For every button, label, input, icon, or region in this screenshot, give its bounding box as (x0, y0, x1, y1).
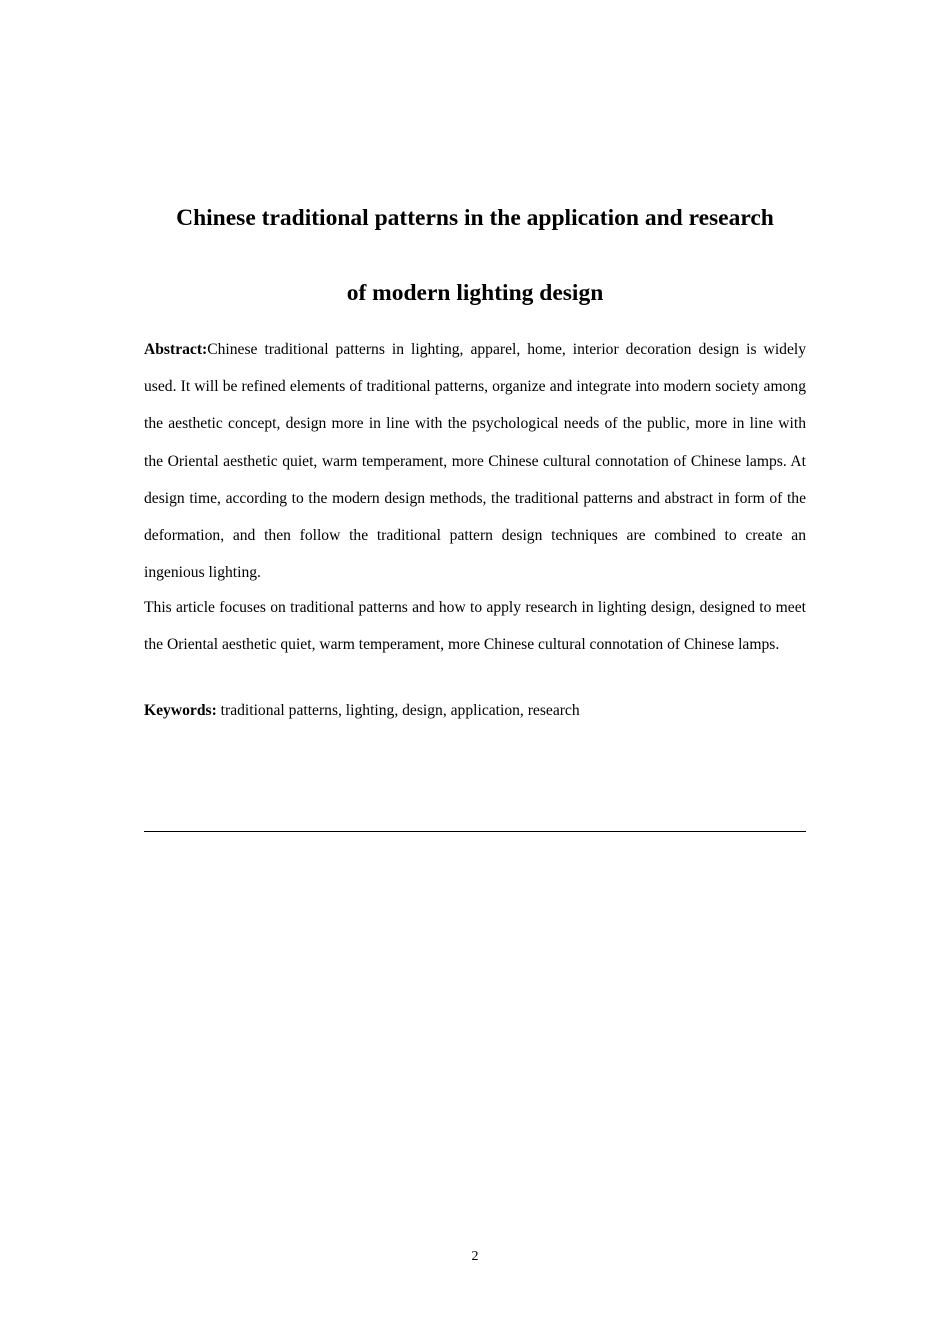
abstract-label: Abstract: (144, 341, 208, 358)
article-focus-paragraph: This article focuses on traditional patterns and how to apply research in lighting design, designed to meet the Oriental aesthetic quiet, warm temperament, more Chinese cultural connotation of Chinese lamps. (144, 599, 806, 654)
keywords-line (144, 698, 806, 724)
document-title-line-1: Chinese traditional patterns in the application and research (176, 205, 774, 231)
abstract-text: Chinese traditional patterns in lighting, apparel, home, interior decoration design is widely used. It will be refined elements of traditional patterns, organize and integrate into modern society among the aesthetic concept, design more in line with the psychological needs of the public, more in line with the Oriental aesthetic quiet, warm temperament, more Chinese cultural connotation of Chinese lamps. At design time, according to the modern design methods, the traditional patterns and abstract in form of the deformation, and then follow the traditional pattern design techniques are combined to create an ingenious lighting. (144, 341, 806, 582)
keywords-label: Keywords: (144, 702, 217, 719)
document-title-line-2: of modern lighting design (346, 280, 604, 306)
page-number: 2 (471, 1249, 479, 1264)
abstract-paragraph (144, 331, 806, 591)
horizontal-rule (144, 831, 806, 832)
keywords-text: traditional patterns, lighting, design, application, research (216, 702, 580, 719)
